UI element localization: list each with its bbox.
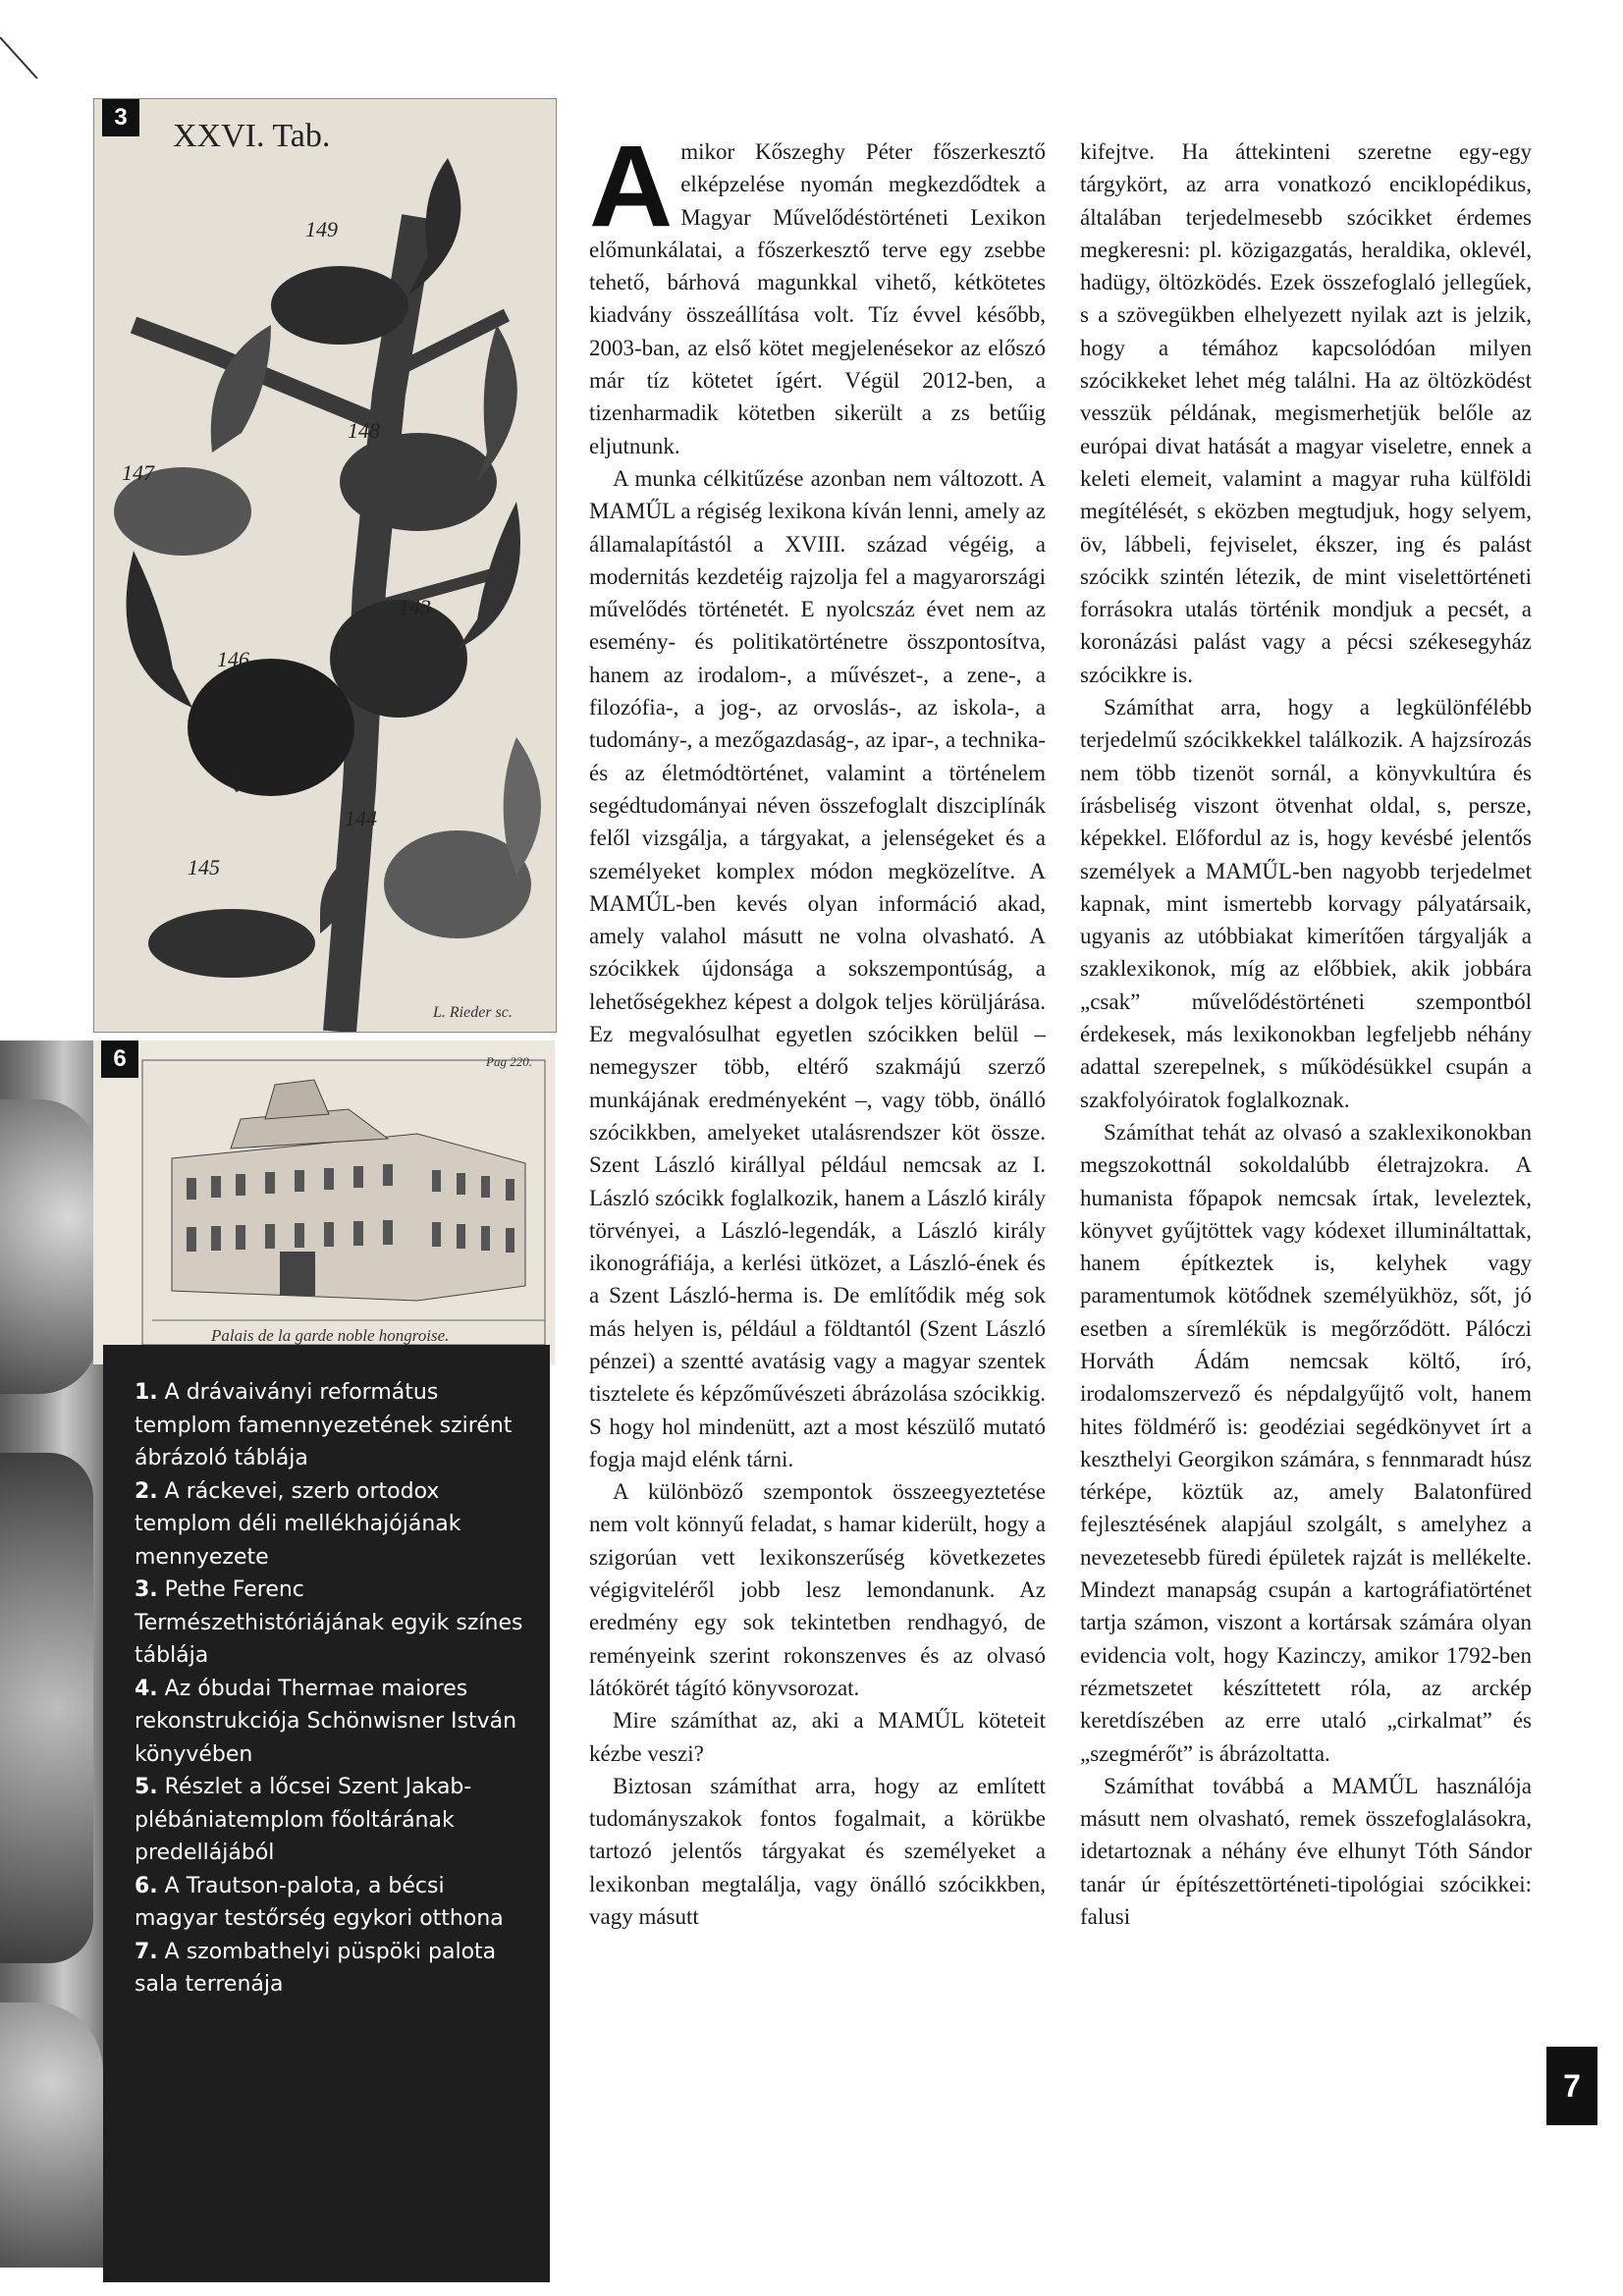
plate-number-149: 149 xyxy=(305,217,338,241)
article-column-1 xyxy=(589,122,1046,1933)
caption-2: 2. A ráckevei, szerb ortodox templom déli mellékhajójának mennyezete xyxy=(135,1478,461,1570)
page-number: 7 xyxy=(1546,2047,1597,2125)
caption-3: 3. Pethe Ferenc Természethistóriájának egyik színes táblája xyxy=(135,1577,523,1668)
figure-6-trautson-palace xyxy=(93,1041,555,1364)
figure-number: 3 xyxy=(102,99,139,136)
paragraph: Számíthat továbbá a MAMŰL használója másutt nem olvasható, remek összefoglalásokra, idetartoznak a néhány éve elhunyt Tóth Sándor tanár úr építészettörténeti-tipológiai szócikkei: falusi xyxy=(1080,1773,1532,1930)
plate-number-148: 148 xyxy=(348,418,380,443)
paragraph: A különböző szempontok összeegyeztetése nem volt könnyű feladat, s hamar kiderült, hogy a szigorúan vett lexikonszerűség következetes végigviteléről jobb lesz lemondanunk. Az eredmény egy sok tekintetben rendhagyó, de reményeink szerint rokonszenves és az olvasó látókörét tágító könyvsorozat. xyxy=(589,1479,1046,1700)
paragraph: Számíthat tehát az olvasó a szaklexikonokban megszokottnál sokoldalúbb életrajzokra. A humanista főpapok nemcsak írtak, leveleztek, könyvet gyűjtöttek vagy kódexet illumináltattak, hanem építkeztek is, kelyhek vagy paramentumok kötődnek személyükhöz, sőt, jó esetben a síremlékük is megőrződött. Pálóczi Horváth Ádám nemcsak költő, író, irodalomszervező és népdalgyűjtő volt, hanem hites földmérő is: geodéziai segédkönyvet írt a keszthelyi Georgikon számára, s fennmaradt húsz térképe, köztük az, amely Balatonfüred fejlesztésének alapjául szolgált, s amelyhez a nevezetesebb füredi épületek rajzát is mellékelte. Mindezt manapság csupán a kartográfiatörténet tartja számon, viszont a kortársak számára olyan evidencia volt, hogy Kazinczy, amikor 1792-ben rézmetszetet készíttetett róla, az arckép keretdíszében az erre utaló „cirkalmat” és „szegmérőt” is ábrázoltatta. xyxy=(1080,1119,1532,1766)
article-column-2 xyxy=(1080,135,1532,1933)
plate-label: XXVI. Tab. xyxy=(173,118,331,154)
figure-captions xyxy=(103,1345,550,2282)
paragraph: kifejtve. Ha áttekinteni szeretne egy-egy tárgykört, az arra vonatkozó enciklopédikus, általában terjedelmesebb szócikket érdemes megkeresni: pl. közigazgatás, heraldika, oklevél, hadügy, öltözködés. Ezek összefoglaló jellegűek, s a szövegükben elhelyezett nyilak azt is jelzik, hogy a témához kapcsolódóan milyen szócikkeket lehet még találni. Ha az öltözködést vesszük példának, megismerhetjük belőle az európai divat hatását a magyar viseletre, ennek a keleti elemeit, valamint a magyar ruha külföldi megítélését, s eközben megtudjuk, hogy selyem, öv, lábbeli, fejviselet, ékszer, ing és palást szócikk szintén létezik, de mint viselettörténeti forrásokra utalás történik mondjuk a pecsét, a koronázási palást vagy a pécsi székesegyház szócikkre is. xyxy=(1080,139,1532,687)
paragraph: Biztosan számíthat arra, hogy az említett tudományszakok fontos fogalmait, a körükbe tartozó jelentős tárgyakat és személyeket a lexikonban megtalálja, vagy önálló szócikkben, vagy másutt xyxy=(589,1773,1046,1930)
plate-number-145: 145 xyxy=(188,855,220,880)
paragraph: Számíthat arra, hogy a legkülönfélébb terjedelmű szócikkekkel találkozik. A hajzsírozás nem több tizenöt sornál, a könyvkultúra és írásbeliség viszont ötvenhat oldal, s, persze, képekkel. Előfordul az is, hogy kevésbé jelentős személyek a MAMŰL-ben nagyobb terjedelmet kapnak, mint ismertebb korvagy pályatársaik, ugyanis az utóbbiakat kimerítően tárgyalják a szaklexikonok, míg az előbbiek, akik jobbára „csak” művelődéstörténeti szempontból érdekesek, más lexikonokban legfeljebb néhány adattal szerepelnek, s működésükkel csupán a szakfolyóiratok foglalkoznak. xyxy=(1080,695,1532,1112)
paragraph: Amikor Kőszeghy Péter főszerkesztő elképzelése nyomán megkezdődtek a Magyar Művelődéstörténeti Lexikon előmunkálatai, a főszerkesztő terve egy zsebbe tehető, bárhová magunkkal vihető, kétkötetes kiadvány összeállítása volt. Tíz évvel később, 2003-ban, az első kötet megjelenésekor az előszó már tíz kötetet ígért. Végül 2012-ben, a tizenharmadik kötetben sikerült a zs betűig eljutnunk. xyxy=(589,122,1046,458)
corner-decoration xyxy=(0,0,79,79)
figure-number: 6 xyxy=(101,1041,138,1078)
plate-number-144: 144 xyxy=(345,806,377,830)
caption-7: 7. A szombathelyi püspöki palota sala terrenája xyxy=(135,1939,497,1997)
left-edge-photo xyxy=(0,1041,106,2268)
engraver-signature: L. Rieder sc. xyxy=(433,1004,513,1021)
plate-number-147: 147 xyxy=(122,460,154,485)
page-reference: Pag 220. xyxy=(486,1054,532,1069)
squirrel-engraving xyxy=(94,99,556,1032)
paragraph: A munka célkitűzése azonban nem változott. A MAMŰL a régiség lexikona kíván lenni, amely az államalapítástól a XVIII. század végéig, a modernitás kezdetéig rajzolja fel a magyarországi művelődés történetét. E nyolcszáz évet nem az esemény- és politikatörténetre összpontosítva, hanem az irodalom-, a művészet-, a zene-, a filozófia-, a jog-, az orvoslás-, az iskola-, a tudomány-, a mezőgazdaság-, az ipar-, a technika- és az életmódtörténet, valamint a történelem segédtudományai néven összefoglalt diszciplínák felől vizsgálja, a tárgyakat, a jelenségeket és a személyeket komplex módon megközelítve. A MAMŰL-ben kevés olyan információ akad, amely valahol másutt ne volna olvasható. A szócikkek újdonsága a sokszempontúság, a lehetőségekhez képest a dolgok teljes körüljárása. Ez megvalósulhat egyetlen szócikken belül – nemegyszer több, eltérő szakmájú szerző munkájának eredményeként –, vagy több, önálló szócikkben, amelyeket utalásrendszer köt össze. Szent László királlyal például nemcsak az I. László szócikk foglalkozik, hanem a László király törvényei, a László-legendák, a László király ikonográfiája, a kerlési ütközet, a László-ének és a Szent László-herma is. De említődik még sok más helyen is, például a földtantól (Szent László pénzei) a szentté avatásig vagy a magyar szentek tisztelete és képzőművészeti ábrázolása szócikkig. S hogy hol mindenütt, azt a most készülő mutató fogja majd elénk tárni. xyxy=(589,465,1046,1471)
paragraph: Mire számíthat az, aki a MAMŰL köteteit kézbe veszi? xyxy=(589,1708,1046,1766)
caption-1: 1. A drávaiványi református templom famennyezetének szirént ábrázoló táblája xyxy=(135,1380,513,1470)
drop-cap: A xyxy=(589,122,674,251)
plate-number-146: 146 xyxy=(217,647,249,671)
palace-engraving xyxy=(93,1041,555,1364)
plate-number-143: 143 xyxy=(399,595,431,619)
figure-3-squirrel-plate xyxy=(93,98,557,1033)
caption-6: 6. A Trautson-palota, a bécsi magyar testőrség egykori otthona xyxy=(135,1873,504,1931)
caption-4: 4. Az óbudai Thermae maiores rekonstrukciója Schönwisner István könyvében xyxy=(135,1676,517,1767)
caption-5: 5. Részlet a lőcsei Szent Jakab-plébániatemplom főoltárának predellájából xyxy=(135,1775,472,1865)
palace-inscription: Palais de la garde noble hongroise. xyxy=(211,1326,450,1345)
